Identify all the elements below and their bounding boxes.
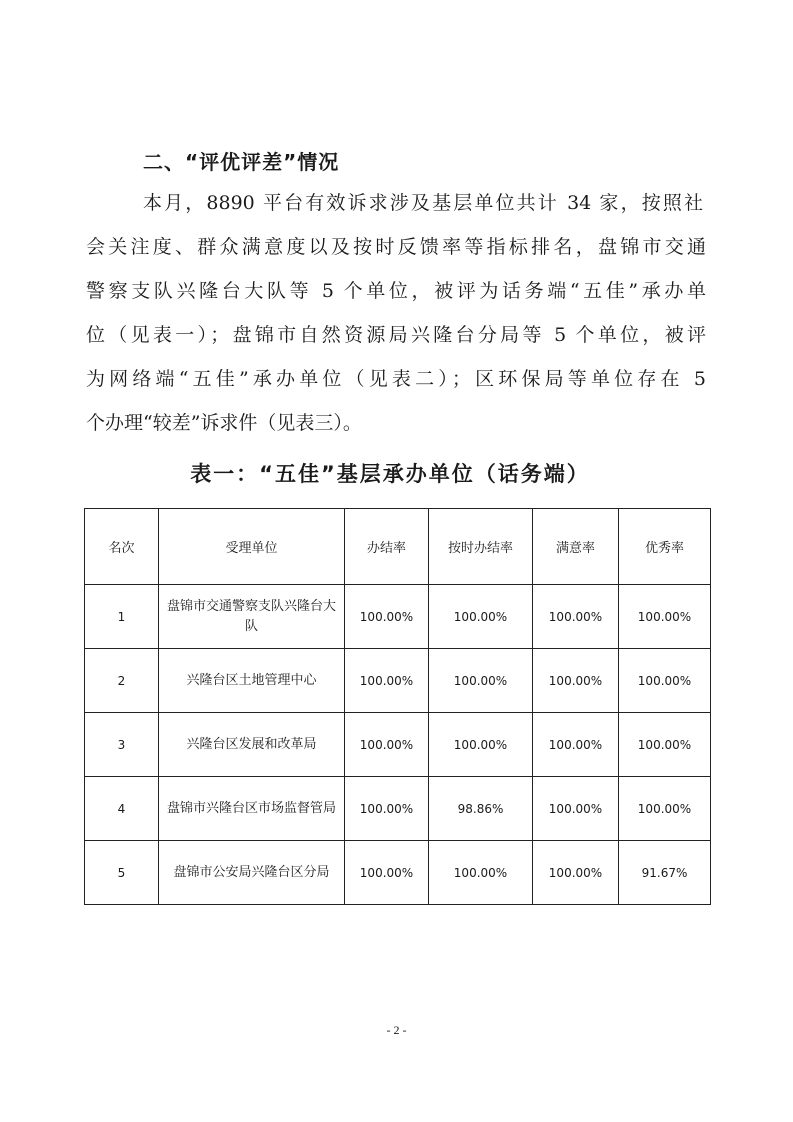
table-title: 表一：“五佳”基层承办单位（话务端） [190, 462, 590, 486]
ontime-rate-cell: 100.00% [429, 649, 533, 713]
table-row [85, 649, 711, 713]
paragraph-line: 会关注度、群众满意度以及按时反馈率等指标排名，盘锦市交通 [86, 236, 706, 258]
section-heading: 二、“评优评差”情况 [143, 150, 340, 174]
completion-rate-cell: 100.00% [345, 713, 429, 777]
paragraph-line: 为网络端“五佳”承办单位（见表二）；区环保局等单位存在 5 [86, 368, 706, 390]
excellence-rate-cell: 100.00% [619, 585, 711, 649]
column-header-unit: 受理单位 [159, 509, 345, 585]
satisfaction-rate-cell: 100.00% [533, 585, 619, 649]
excellence-rate-cell: 91.67% [619, 841, 711, 905]
table-row [85, 777, 711, 841]
rank-cell: 1 [85, 585, 159, 649]
column-header-completion-rate: 办结率 [345, 509, 429, 585]
paragraph-line: 个办理“较差”诉求件（见表三）。 [86, 412, 362, 434]
column-header-satisfaction-rate: 满意率 [533, 509, 619, 585]
excellence-rate-cell: 100.00% [619, 649, 711, 713]
ontime-rate-cell: 98.86% [429, 777, 533, 841]
completion-rate-cell: 100.00% [345, 585, 429, 649]
satisfaction-rate-cell: 100.00% [533, 777, 619, 841]
unit-cell: 盘锦市公安局兴隆台区分局 [159, 841, 345, 905]
excellence-rate-cell: 100.00% [619, 713, 711, 777]
rank-cell: 5 [85, 841, 159, 905]
completion-rate-cell: 100.00% [345, 649, 429, 713]
ontime-rate-cell: 100.00% [429, 713, 533, 777]
unit-cell: 兴隆台区发展和改革局 [159, 713, 345, 777]
rank-cell: 3 [85, 713, 159, 777]
table-row [85, 841, 711, 905]
column-header-rank: 名次 [85, 509, 159, 585]
paragraph-line: 位（见表一）；盘锦市自然资源局兴隆台分局等 5 个单位，被评 [86, 324, 706, 346]
unit-cell: 盘锦市交通警察支队兴隆台大队 [159, 585, 345, 649]
paragraph-line: 警察支队兴隆台大队等 5 个单位，被评为话务端“五佳”承办单 [86, 280, 706, 302]
unit-cell: 盘锦市兴隆台区市场监督管局 [159, 777, 345, 841]
satisfaction-rate-cell: 100.00% [533, 649, 619, 713]
satisfaction-rate-cell: 100.00% [533, 841, 619, 905]
column-header-ontime-rate: 按时办结率 [429, 509, 533, 585]
ontime-rate-cell: 100.00% [429, 585, 533, 649]
table-row [85, 585, 711, 649]
rank-cell: 4 [85, 777, 159, 841]
ontime-rate-cell: 100.00% [429, 841, 533, 905]
rank-cell: 2 [85, 649, 159, 713]
unit-cell: 兴隆台区土地管理中心 [159, 649, 345, 713]
table-row [85, 713, 711, 777]
ranking-table [84, 508, 711, 905]
table-header-row [85, 509, 711, 585]
completion-rate-cell: 100.00% [345, 777, 429, 841]
paragraph-line: 本月，8890 平台有效诉求涉及基层单位共计 34 家，按照社 [143, 192, 703, 214]
satisfaction-rate-cell: 100.00% [533, 713, 619, 777]
completion-rate-cell: 100.00% [345, 841, 429, 905]
page-number: - 2 - [386, 1023, 407, 1037]
column-header-excellence-rate: 优秀率 [619, 509, 711, 585]
excellence-rate-cell: 100.00% [619, 777, 711, 841]
